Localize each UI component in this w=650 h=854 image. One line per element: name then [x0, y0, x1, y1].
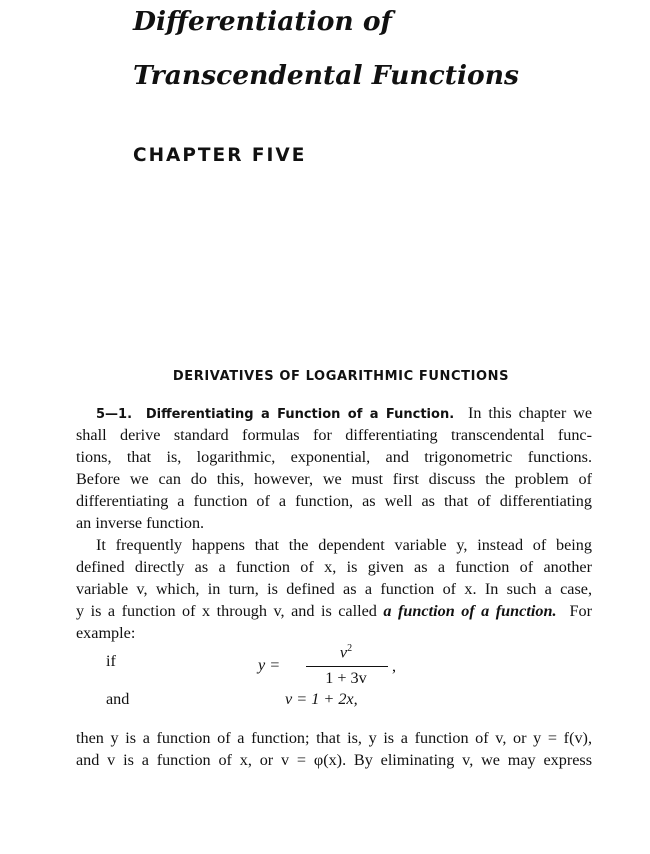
paragraph-3-line-2: and v is a function of x, or v = φ(x). By eliminating v, we may express — [76, 751, 592, 769]
paragraph-2-line-4 — [76, 601, 592, 621]
chapter-title-line-2: Transcendental Functions — [133, 60, 519, 91]
paragraph-1-line-5: differentiating a function of a function, as well as that of differentiating — [76, 492, 592, 510]
equation-2: v = 1 + 2x, — [285, 690, 358, 708]
paragraph-1-line-6: an inverse function. — [76, 514, 205, 532]
subsection-title: Differentiating a Function of a Function. — [145, 407, 455, 422]
paragraph-2-line-4-a: y is a function of x through v, and is called — [76, 602, 377, 620]
fraction-bar — [306, 666, 388, 667]
chapter-title-line-1: Differentiation of — [133, 6, 392, 37]
equation-label-if: if — [106, 652, 116, 670]
chapter-label: CHAPTER FIVE — [133, 145, 307, 166]
equation-label-and: and — [106, 690, 130, 708]
paragraph-2-line-4-c: For — [569, 602, 593, 620]
emphasis-function-of-function: a function of a function. — [383, 602, 557, 620]
paragraph-1-text: In this chapter we — [467, 404, 593, 422]
paragraph-2-line-1: It frequently happens that the dependent variable y, instead of being — [96, 536, 592, 554]
paragraph-2-line-3: variable v, which, in turn, is defined as a function of x. In such a case, — [76, 580, 592, 598]
equation-1-lhs: y = — [258, 656, 281, 674]
paragraph-3-line-1: then y is a function of a function; that is, y is a function of v, or y = f(v), — [76, 729, 592, 747]
paragraph-2-line-5: example: — [76, 624, 136, 642]
paragraph-2-line-2: defined directly as a function of x, is given as a function of another — [76, 558, 592, 576]
subsection-number: 5—1. — [96, 407, 133, 422]
paragraph-1-line-4: Before we can do this, however, we must first discuss the problem of — [76, 470, 592, 488]
equation-1-comma: , — [392, 657, 397, 675]
paragraph-1-line-2: shall derive standard formulas for differentiating transcendental func- — [76, 426, 592, 444]
fraction-denominator: 1 + 3v — [325, 669, 367, 687]
section-heading: DERIVATIVES OF LOGARITHMIC FUNCTIONS — [172, 369, 510, 384]
fraction-numerator: $v^2$ — [339, 643, 353, 662]
paragraph-1-line-3: tions, that is, logarithmic, exponential, and trigonometric functions. — [76, 448, 592, 466]
paragraph-1-line-1 — [96, 403, 592, 425]
